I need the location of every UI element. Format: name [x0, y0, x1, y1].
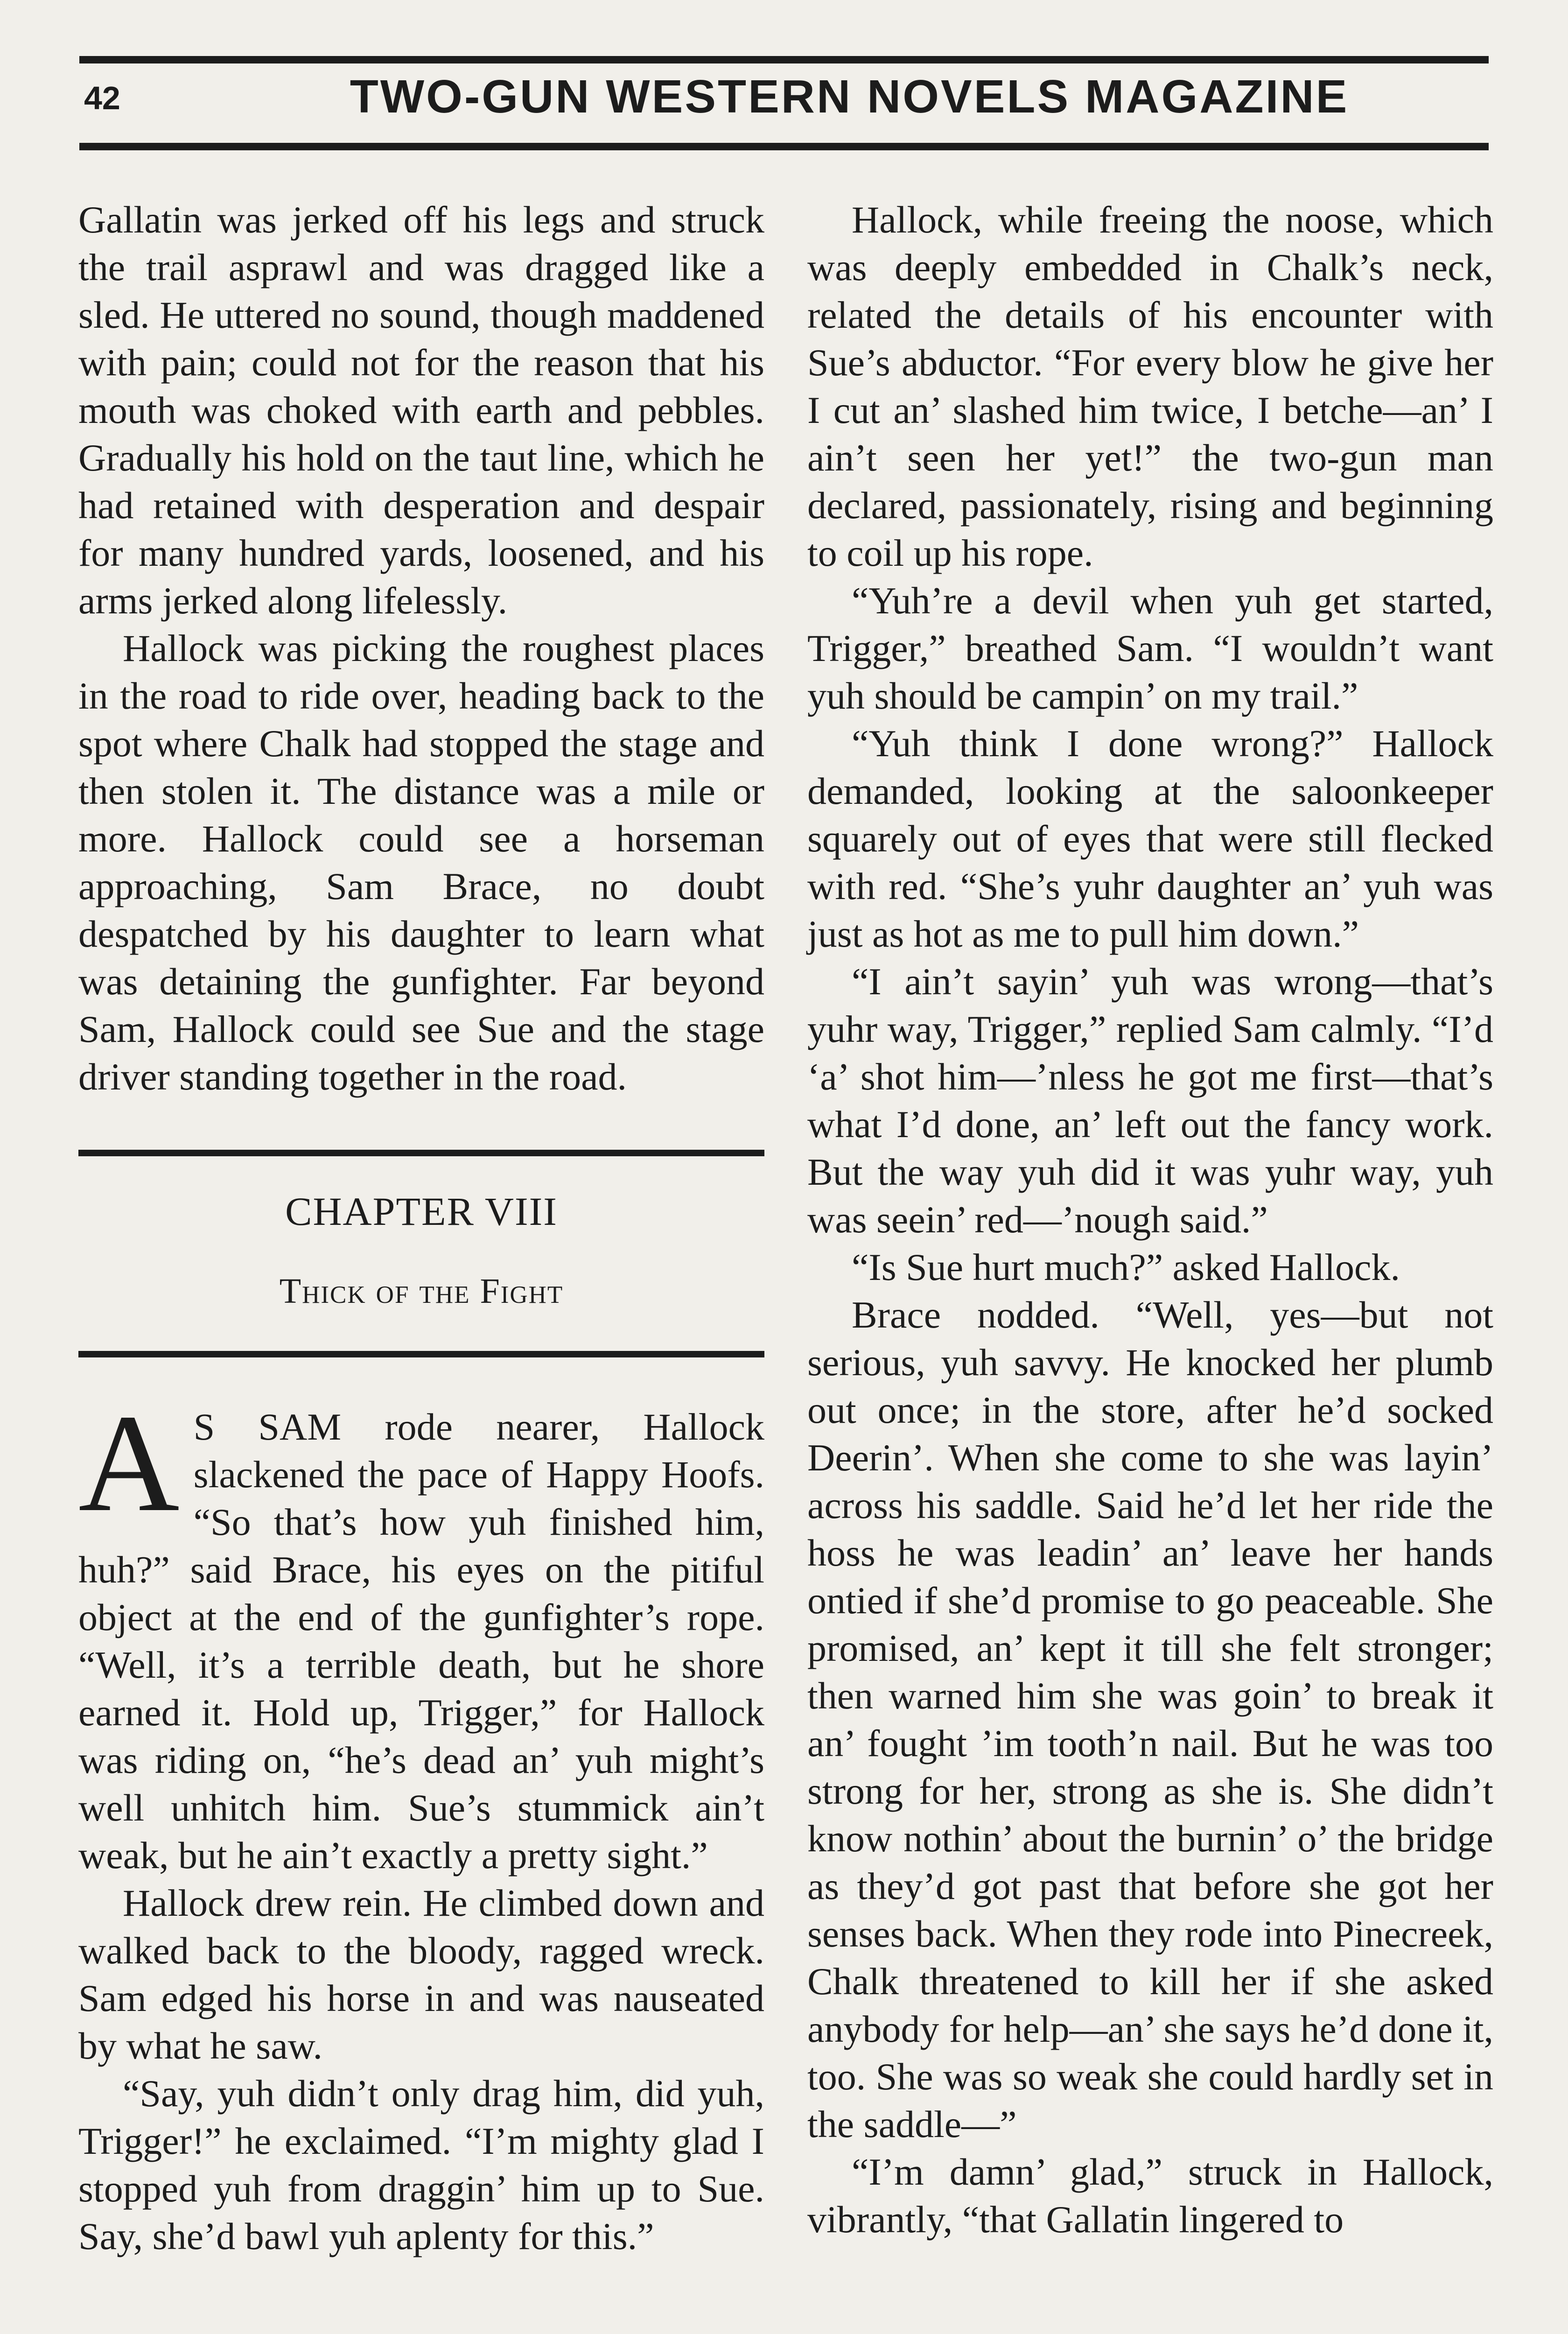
paragraph: “I ain’t sayin’ yuh was wrong—that’s yuhr way, Trigger,” replied Sam calmly. “I’d ‘a’ shot him—’nless he got me first—that’s what I’d done, an’ left out the fancy work. But the way yuh did it was yuhr way, yuh was seein’ red—’nough said.” [807, 960, 1493, 1241]
paragraph: “Yuh’re a devil when yuh get started, Trigger,” breathed Sam. “I wouldn’t want yuh should be campin’ on my trail.” [807, 579, 1493, 717]
paragraph: Brace nodded. “Well, yes—but not serious, yuh savvy. He knocked her plumb out once; in the store, after he’d socked Deerin’. When she come to she was layin’ across his saddle. Said he’d let her ride the hoss he was leadin’ an’ leave her hands ontied if she’d promise to go peaceable. She promised, an’ kept it till she felt stronger; then warned him she was goin’ to break it an’ fought ’im tooth’n nail. But he was too strong for her, strong as she is. She didn’t know nothin’ about the burnin’ o’ the bridge as they’d got past that before she got her senses back. When they rode into Pinecreek, Chalk threatened to kill her if she asked anybody for help—an’ she says he’d done it, too. She was so weak she could hardly set in the saddle—” [807, 1294, 1493, 2145]
paragraph: Gallatin was jerked off his legs and struck the trail asprawl and was dragged like a sled. He uttered no sound, though maddened with pain; could not for the reason that his mouth was choked with earth and pebbles. Gradually his hold on the taut line, which he had retained with desperation and despair for many hundred yards, loosened, and his arms jerked along lifelessly. [78, 198, 764, 622]
paragraph: “Is Sue hurt much?” asked Hallock. [852, 1246, 1400, 1288]
header-bottom-rule [79, 143, 1489, 150]
paragraph: Hallock, while freeing the noose, which was deeply embedded in Chalk’s neck, related the details of his encounter with Sue’s abductor. “For every blow he give her I cut an’ slashed him twice, I betche—an’ I ain’t seen her yet!” the two-gun man declared, passionately, rising and beginning to coil up his rope. [807, 198, 1493, 574]
chapter-heading-block [78, 1150, 764, 1357]
chapter-opening-paragraph [78, 1385, 764, 1879]
chapter-top-rule [78, 1150, 764, 1156]
opening-text: S SAM rode nearer, Hallock slackened the pace of Happy Hoofs. “So that’s how yuh finished him, huh?” said Brace, his eyes on the pitiful object at the end of the gunfighter’s rope. “Well, it’s a terrible death, but he shore earned it. Hold up, Trigger,” for Hallock was riding on, “he’s dead an’ yuh might’s well unhitch him. Sue’s stummick ain’t weak, but he ain’t exactly a pretty sight.” [78, 1406, 764, 1877]
paragraph: “Yuh think I done wrong?” Hallock demanded, looking at the saloonkeeper squarely out of eyes that were still flecked with red. “She’s yuhr daughter an’ yuh was just as hot as me to pull him down.” [807, 722, 1493, 955]
paragraph: “I’m damn’ glad,” struck in Hallock, vibrantly, “that Gallatin lingered to [807, 2151, 1493, 2241]
magazine-title: TWO-GUN WESTERN NOVELS MAGAZINE [350, 70, 1349, 123]
paragraph: Hallock drew rein. He climbed down and walked back to the bloody, ragged wreck. Sam edged his horse in and was nauseated by what he saw. [78, 1882, 764, 2067]
chapter-subtitle: Thick of the Fight [279, 1272, 564, 1311]
paragraph: “Say, yuh didn’t only drag him, did yuh, Trigger!” he exclaimed. “I’m mighty glad I stopped yuh from draggin’ him up to Sue. Say, she’d bawl yuh aplenty for this.” [78, 2072, 764, 2257]
left-column [78, 196, 764, 2260]
chapter-title: CHAPTER VIII [285, 1189, 558, 1234]
chapter-bottom-rule [78, 1351, 764, 1357]
drop-cap: A [78, 1385, 180, 1540]
right-column [807, 196, 1493, 2243]
page-number: 42 [84, 80, 120, 116]
header-top-rule [79, 56, 1489, 63]
paragraph: Hallock was picking the roughest places in the road to ride over, heading back to the spot where Chalk had stopped the stage and then stolen it. The distance was a mile or more. Hallock could see a horseman approaching, Sam Brace, no doubt despatched by his daughter to learn what was detaining the gunfighter. Far beyond Sam, Hallock could see Sue and the stage driver standing together in the road. [78, 627, 764, 1098]
